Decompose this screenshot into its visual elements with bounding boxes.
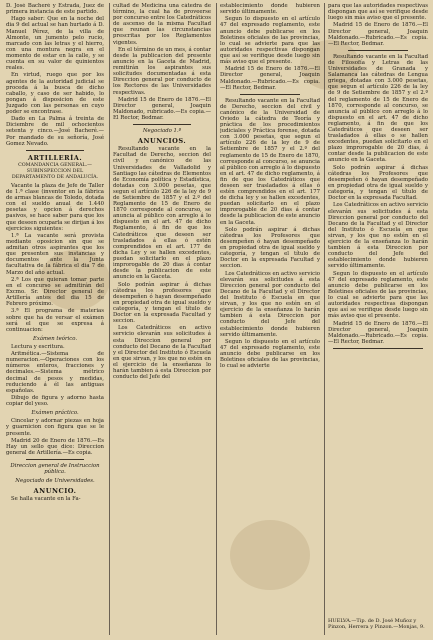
paragraph: Lectura y escritura. bbox=[11, 343, 65, 350]
column-4 bbox=[328, 3, 428, 635]
paragraph: Se halla vacante en la Fa- bbox=[11, 496, 81, 503]
paragraph: En el término de un mes, á contar desde la publicacion del presente anuncio en la Gaceta de Madrid, remitirán los aspirantes sus solicitudes documentadas á esta Direccion general por conducto de los Rectores de las Universidades respectivas. bbox=[113, 46, 211, 96]
paragraph: cultad de Medicina una cátedra de término, la cual ha de proveerse por concurso entre los Catedráticos de ascenso de la misma Facultad que reunan las circunstancias prescritas por los Reglamentos vigentes. bbox=[113, 3, 211, 46]
printer-imprint: HUELVA.—Tip. de D. José Muñoz y Pinzon, Herrera y Pinzon.—Monjas, 9. bbox=[328, 618, 425, 630]
paragraph: Vacante la plaza de Jefe de Taller de 1.ª clase (inventor en la fábrica de armas blancas de Toledo, dotada con el sueldo anual de 1.440 pesetas y opcion á derechos pasivos, se hace saber para que los que deseen ocuparla se dirijan á los ejercicios siguientes: bbox=[6, 183, 104, 232]
italic-heading: Exámen práctico. bbox=[31, 410, 79, 417]
paragraph: Aritmética.—Sistema de numeracion.—Operaciones con los números enteros, fracciones y decimales.—Sistema métrico decimal de pesos y medidas, reduciendo á él las antiguas españolas. bbox=[6, 351, 104, 394]
paragraph: Segun lo dispuesto en el artículo 47 del expresado reglamento, este anuncio debe publicarse en los Boletines oficiales de las provincias, lo cual se advierte bbox=[220, 338, 320, 370]
column-3 bbox=[220, 3, 320, 635]
paragraph: Madrid 15 de Enero de 1876.—El Director general, Joaquin Maldonado.—Rubricado.—Es copia.—El Rector, Bedmar. bbox=[328, 22, 428, 47]
paragraph: Segun lo dispuesto en el artículo 47 del expresado reglamento, este anuncio debe publicarse en los Boletines oficiales de las provincias, lo cual se advierte para que las autoridades respectivas dispongan que así se verifique desde luego sin más aviso que el presente. bbox=[220, 16, 320, 66]
paragraph: Segun lo dispuesto en el artículo 47 del expresado reglamento, este anuncio debe publicarse en los Boletines oficiales de las provincias, lo cual se advierte para que las autoridades respectivas dispongan que así se verifique desde luego sin más aviso que el presente. bbox=[328, 270, 428, 320]
paragraph: Dado en La Palma á treinta de Diciembre de mil ochocientos setenta y cinco.—José Bacheré.—Por mandado de su señoría, José Gomez Nevado. bbox=[6, 116, 104, 147]
paragraph: D. José Bacheré y Estrada, Juez de primera instancia de este partido. bbox=[6, 3, 104, 16]
section-heading: ARTILLERÍA. bbox=[27, 153, 83, 162]
section-heading: ANUNCIO. bbox=[33, 487, 77, 496]
column-2 bbox=[113, 3, 211, 635]
paragraph: Hago saber: Que en la noche del dia 9 del actual se han hurtado á D. Manuel Pérez, de la villa de Almonte, un jumento pelo rucio, marcado con las letras y el hierro, con una montura negra en el momento de estar en la calle, y se cuenta en su valor de quinientos reales. bbox=[6, 16, 104, 72]
paragraph: Solo podrán aspirar á dichas cátedras los Profesores que desempeñen ó hayan desempeñado en propiedad otra de igual sueldo y categoría, y tengan el título de Doctor en la expresada Facultad. bbox=[328, 164, 428, 202]
paragraph: Los Catedráticos en activo servicio elevarán sus solicitudes á esta Direccion general por conducto del Decano de la Facultad y el Director del Instituto ó Escuela en que sirvan, y los que no estén en el ejercicio de la enseñanza lo harán tambien á esta Direccion por conducto del Jefe del establecimiento donde hubieren servido últimamente. bbox=[220, 270, 320, 338]
paragraph: 2.ª Los que quieran tomar parte en el concurso se admitirán del Excmo. Sr. Director general de Artillería antes del dia 15 de Febrero próximo. bbox=[6, 276, 104, 308]
column-rule bbox=[324, 3, 325, 635]
column-rule bbox=[216, 3, 217, 635]
paragraph: Madrid 20 de Enero de 1876.—Es Hay un sello que dice: Direccion general de Artillería.—Es copia. bbox=[6, 437, 104, 456]
italic-heading: Exámen teórico. bbox=[32, 335, 78, 342]
paragraph: Dibujo de figura y adorno hasta copiar del yeso. bbox=[6, 395, 104, 408]
italic-heading: Negociado de Universidades. bbox=[15, 478, 95, 485]
paragraph: Madrid 15 de Enero de 1876.—El Director general, Joaquin Maldonado.—Rubricado.—Es copia.—El Rector, Bedmar. bbox=[328, 320, 428, 345]
section-divider bbox=[333, 348, 423, 349]
paragraph: establecimiento donde hubieren servido últimamente. bbox=[220, 3, 320, 16]
paragraph: 1.ª La vacante será provista mediante oposicion sin que se admitan otros aspirantes que los que presenten sus instancias y documentos ante la Junta facultativa de la fábrica el dia 7 de Marzo del año actual. bbox=[6, 232, 104, 276]
column-rule bbox=[109, 3, 110, 635]
italic-heading: Direccion general de Instruccion pública. bbox=[10, 463, 100, 476]
section-heading: ANUNCIOS. bbox=[137, 137, 187, 146]
paragraph: Resultando vacante en la Facultad de Derecho, seccion del civil y canónico de la Universidad de Oviedo la cátedra de Teoría y práctica de los procedimientos judiciales y Práctica forense, dotada con 3.000 pesetas, que segun el artículo 226 de la ley de 9 de Setiembre de 1857 y el 2.º del reglamento de 15 de Enero de 1870, corresponde al concurso, se anuncia al público con arreglo á lo dispuesto en el art. 47 de dicho reglamento, á fin de que los Catedráticos que deseen ser trasladados á ellas ó estén comprendidos en el art. 177 de dicha ley y se hallen excedentes, puedan solicitarlo en el plazo improrogable de 20 dias á contar desde la publicacion de este anuncio en la Gaceta. bbox=[220, 97, 320, 226]
section-divider bbox=[348, 50, 408, 51]
section-divider bbox=[26, 150, 84, 151]
paragraph: Madrid 15 de Enero de 1876.—El Director general, Joaquin Maldonado.—Rubricado.—Es copia.—El Rector, Bedmar. bbox=[220, 66, 320, 91]
section-divider bbox=[26, 459, 84, 460]
italic-heading: Negociado 1.º bbox=[142, 128, 182, 135]
paragraph: Resultando vacante en la Facultad de Filosofía y Letras de las Universidades de Granada y Salamanca las cátedras de Lengua griega, dotadas con 3.000 pesetas, que segun el artículo 226 de la ley de 9 de Setiembre de 1857 y el 2.º del reglamento de 15 de Enero de 1870, corresponde al concurso, se anuncia al público con arreglo á lo dispuesto en el art. 47 de dicho reglamento, á fin de que los Catedráticos que deseen ser trasladados á ellas o se hallen excedentes, puedan solicitarlo en el plazo improrogable de 20 dias, á contar desde la publicacion de este anuncio en la Gaceta. bbox=[328, 53, 428, 164]
column-1 bbox=[6, 3, 104, 635]
paragraph: Solo podrán aspirar á dichas cátedras los profesores que desempeñen ó hayan desempeñado en propiedad otra de igual sueldo y categoría, y tengan el título de Doctor en la expresada Facultad y seccion. bbox=[113, 281, 211, 325]
paragraph: En virtud, ruego que por los agentes de la autoridad judicial se proceda á la busca de dicho caballo, y caso de ser habido, lo pongan á disposicion de este Juzgado con las personas en cuyo poder se encontrase. bbox=[6, 72, 104, 115]
paragraph: Resultando vacante en la Facultad de Derecho, seccion del civil y canónico de las Universidades de Valladolid y Santiago las cátedras de Elementos de Economía política y Estadística, dotadas con 3.000 pesetas, que segun el artículo 226 de la ley de 9 de Setiembre de 1857 y el 2.º del Reglamento de 15 de Enero de 1870 corresponde al concurso, se anuncia al público con arreglo á lo dispuesto en el art. 47 de dicho Reglamento, á fin de que los Catedráticos que deseen ser trasladados á ellas ó estén comprendidos en el art. 177 de dicha Ley y se hallen excedentes, puedan solicitarlo en el plazo improrogable de 20 dias á contar desde la publicacion de este anuncio en la Gaceta. bbox=[113, 146, 211, 281]
paragraph: Solo podrán aspirar á dichas cátedras los Profesores que desempeñen ó hayan desempeñado en propiedad otra de igual sueldo y categoría, y tengan el título de Doctor en la expresada Facultad y seccion. bbox=[220, 226, 320, 270]
section-divider bbox=[133, 124, 191, 125]
section-subheading: COMANDANCIA GENERAL.—SUBINSPECCION DEL DEPARTAMENTO DE ANDALUCÍA. bbox=[11, 162, 99, 180]
paragraph: 3.ª El programa de materias sobre que ha de versar el exámen será el que se expresa á continuacion: bbox=[6, 308, 104, 333]
paragraph: Cincelar y adornar piezas en hoja y guarnicion con figura que se le presente. bbox=[6, 418, 104, 437]
section-divider bbox=[240, 94, 300, 95]
paragraph: para que las autoridades respectivas dispongan que así se verifique desde luego sin más aviso que el presente. bbox=[328, 3, 428, 22]
paragraph: Madrid 15 de Enero de 1876.—El Director general, Joaquin Maldonado, rubricado.—Es copia.—El Rector, Bedmar. bbox=[113, 96, 211, 122]
paragraph: Los Catedráticos en activo servicio elevarán sus solicitudes á esta Direccion general por conducto del Decano de la Facultad y el Director del Instituto ó Escuela en que sirvan, y los que no estén en el ejercicio de la enseñanza lo harán tambien á esta Direccion por conducto del Jefe del establecimiento donde hubieren servido últimamente. bbox=[328, 202, 428, 270]
paragraph: Los Catedráticos en activo servicio elevarán sus solicitudes á esta Direccion general por conducto del Decano de la Facultad y el Director del Instituto ó Escuela en que sirvan, y los que no estén en el ejercicio de la enseñanza lo harán tambien á esta Direccion por conducto del Jefe del bbox=[113, 325, 211, 381]
